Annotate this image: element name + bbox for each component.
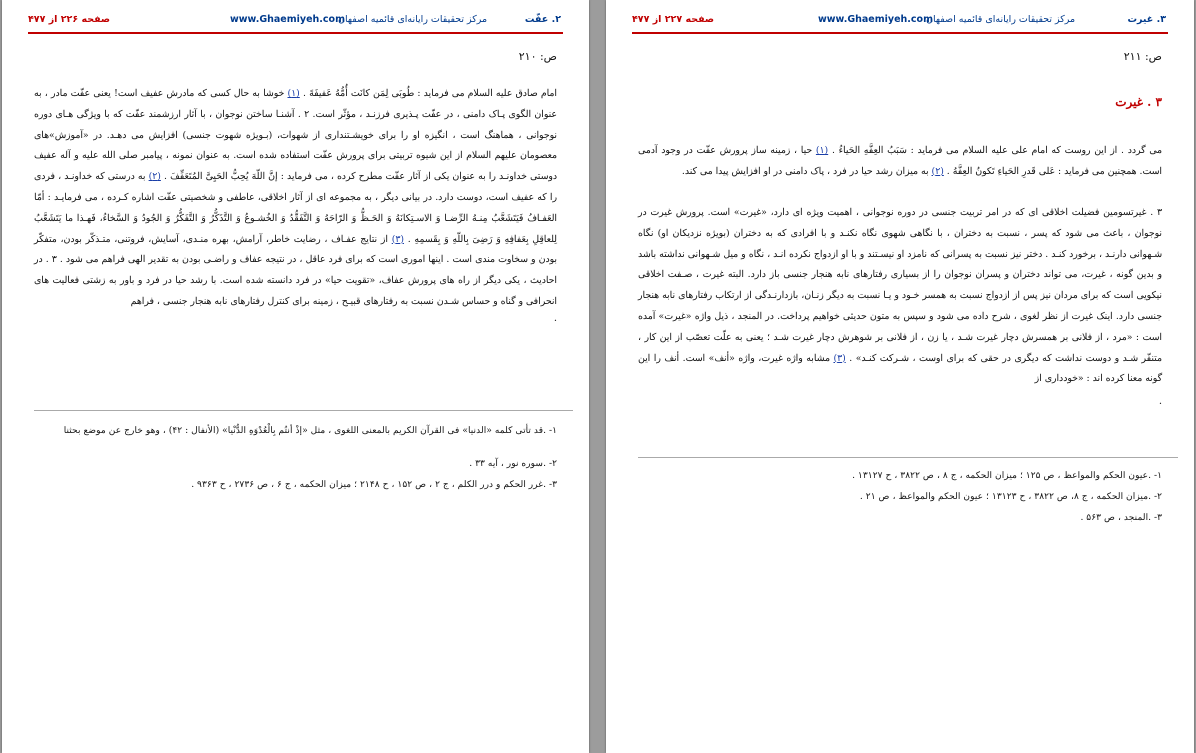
trailing-dot: . [553, 312, 557, 324]
page-ref: ص: ۲۱۰ [518, 50, 557, 63]
header-divider [632, 32, 1168, 34]
body-paragraph: می گردد . از این روست که امام علی علیه السلام می فرماید : سَبَبُ العِفَّهِ الحَیاءُ . (۱) حیا ، زمینه ساز پرورش عفّت در وجود آدمی است. همچنین می فرماید : عَلی قَدرِ الحَیاءِ تَکونُ العِفَّهُ . (۲) به میزان رشد حیا در فرد ، پاک دامنی در او افزایش پیدا می کند. [638, 145, 1162, 177]
footnote-ref-3[interactable]: (۳) [391, 233, 404, 245]
site-link[interactable]: www.Ghaemiyeh.com [230, 14, 345, 25]
page-ref: ص: ۲۱۱ [1123, 50, 1162, 63]
header-divider [28, 32, 563, 34]
page-number: صفحه ۲۲۷ از ۴۷۷ [632, 14, 715, 25]
section-title: ۲. عفّت [524, 14, 561, 25]
footnote-ref-3[interactable]: (۳) [833, 352, 846, 364]
main-text [34, 84, 557, 324]
body-paragraph: امام صادق علیه السلام می فرماید : طُوبَی لِمَن کانَت أُمُّهُ عَفیفَهً . (۱) خوشا به حال کسی که مادرش عفیف است! یعنی عفّت مادر ، به عنوان الگوی پـاک دامنی ، در عفّت پـذیری فرزنـد ، مؤثّر است. ۲ . آشنـا ساختن نوجوان ، با آثار ارزشمند عفّت که با ویژگی هـای دوره نوجوانی ، هماهنگ است ، انگیزه او را برای خویشـتنداری از شهوات، (بـویژه شهوت جنسی) افزایش می دهـد. در «آموزش»های معصومان علیهم السلام از این شیوه تربیتی برای پرورش عفّت استفاده شده است. به عنوان نمونه ، پیامبر صلی الله علیه و آله عفیف دوستی خداونـد را به عنوان یکی از آثار عفّت مطرح کرده ، می فرماید : إنَّ اللّهَ یُحِبُّ الحَیِیَّ المُتَعَفِّفَ . (۲) به درستی که خداونـد ، فردی را که عفیف است، دوست دارد. در بیانی دیگر ، به مجموعه ای از آثار اخلاقی، عاطفی و شخصیتی عفّت اشاره کـرده ، می فرمایـد : أمّا العَفـافُ فَیَتَشَعَّبُ مِنـهُ الرِّضـا وَ الاسـتِکانَهُ وَ الحَـظُّ وَ الرّاحَهُ وَ التَّفَقُّدُ وَ الخُشـوعُ وَ التَّذَکُّرُ وَ التَّفَکُّرُ وَ الجُودُ وَ السَّخاءُ، فَهـذا ما یَتَشَعَّبُ لِلعاقِلِ بِعَفافِهِ وَ رَضِیَ بِاللّهِ وَ بِقَسمِهِ . (۳) از نتایج عفـاف ، رضایت خاطر، آرامش، بهره منـدی، آسایش، فروتنی، متـذکّر بودن، متفکّر بودن و سخاوت مندی است . اینها اموری است که برای فرد عاقل ، در نتیجه عفاف و راضـی بودن به تقدیر الهی فراهم می شود . ۳ . در احادیث ، یکی دیگر از راه های پرورش عفاف، «تقویت حیا» در فرد دانسته شده است. با رشد حیا در فرد و باور به زشتی فعالیت های انحرافی و گناه و حساس شـدن نسبت به رفتارهای قبیـح ، زمینه برای کنترل رفتارهای نابه هنجار جنسی ، فراهم [34, 88, 557, 307]
footnote-divider [34, 410, 573, 411]
trailing-dot: . [1158, 396, 1162, 408]
footnotes [638, 465, 1162, 528]
page-body [638, 50, 1162, 63]
page-number: صفحه ۲۲۶ از ۴۷۷ [28, 14, 111, 25]
footnote-ref-1[interactable]: (۱) [287, 88, 300, 99]
page-header [2, 10, 589, 28]
footnote-ref-2[interactable]: (۲) [148, 171, 161, 183]
footnote-item: ۱- .عیون الحکم والمواعظ ، ص ۱۲۵ ؛ میزان الحکمه ، ج ۸ ، ص ۳۸۲۲ ، ح ۱۳۱۲۷ . [852, 470, 1162, 481]
footnote-ref-1[interactable]: (۱) [815, 145, 829, 156]
center-name: مرکز تحقیقات رایانه‌ای قائمیه اصفهان [926, 14, 1076, 25]
section-title: ۳. غیرت [1127, 14, 1166, 25]
main-text [638, 203, 1162, 407]
footnote-item: ۲- .میزان الحکمه ، ج ۸، ص ۳۸۲۲ ، ح ۱۳۱۲۳ ؛ عیون الحکم والمواعظ ، ص ۲۱ . [859, 491, 1162, 502]
section-heading-wrap [638, 95, 1162, 109]
site-link[interactable]: www.Ghaemiyeh.com [818, 14, 933, 25]
page-body [34, 50, 557, 63]
footnote-item: ۱- .قد تأتی کلمه «الدنیا» فی القرآن الکریم بالمعنی اللغوی ، مثل «إذْ أنتُم بِالْعُدْوَهِ الدُّنْیا» (الأنفال : ۴۲) ، وهو خارج عن موضع بحثنا [63, 425, 557, 436]
page-header [606, 10, 1194, 28]
body-paragraph: ۳ . غیرتسومین فضیلت اخلاقی ای که در امر تربیت جنسی در دوره نوجوانی ، اهمیت ویژه ای دارد، «غیرت» است. پرورش غیرت در نوجوان ، باعث می شود که پسر ، نسبت به دختران ، با نگاهی شهوی نگاه نکنـد و با افرادی که به دختران (بویژه نزدیکان او) نگاه شـهوانی دارنـد ، برخورد کنـد . دختر نیز نسبت به پسرانی که نامزد او نیسـتند و با او ازدواج نکرده انـد ، نگاه و میل شـهوانی نداشته باشد و بدین گونه ، غیرت، می تواند دختران و پسران نوجوان را از بسیاری رفتارهای نابه هنجار جنسی باز دارد. البته غیرت ، صـفت اخلاقی نیکویی است که برای مردان نیز پس از ازدواج نسبت به همسر خـود و یـا نسبت به دیگر زنـان، بازدارنـدگی از ارتکاب رفتارهای نابه هنجار جنسی دارد. اینک غیرت از نظر لغوی ، شرح داده می شود و سپس به متون حدیثی خواهیم پرداخت. در المنجد ، ذیل واژه «غیرت» آمده است : «مرد ، از فلانی بر همسرش دچار غیرت شـد ، یا زن ، از فلانی بر شوهرش دچار غیرت شـد ؛ یعنی به علّت تعصّب از این کار ، متنفّر شـد و دوست نداشت که دیگری در حقی که برای اوست ، شـرکت کنـد» . (۳) مشابه واژه غیرت، واژه «أنف» است. أنف را این گونه معنا کرده اند : «خودداری از [638, 207, 1162, 385]
center-name: مرکز تحقیقات رایانه‌ای قائمیه اصفهان [338, 14, 488, 25]
page-right [606, 0, 1194, 753]
footnotes [34, 420, 557, 495]
footnote-item: ۳- .المنجد ، ص ۵۶۳ . [1080, 512, 1162, 523]
footnote-ref-2[interactable]: (۲) [931, 165, 944, 177]
intro-text [638, 141, 1162, 183]
footnote-divider [638, 457, 1178, 458]
section-heading: ۳ . غیرت [1115, 95, 1162, 109]
footnote-item: ۳- .غرر الحکم و درر الکلم ، ج ۲ ، ص ۱۵۲ ، ح ۲۱۴۸ ؛ میزان الحکمه ، ج ۶ ، ص ۲۷۳۶ ، ح ۹۳۶۳ . [191, 479, 557, 490]
page-left [2, 0, 589, 753]
footnote-item: ۲- .سوره نور ، آیه ۳۳ . [469, 458, 557, 469]
